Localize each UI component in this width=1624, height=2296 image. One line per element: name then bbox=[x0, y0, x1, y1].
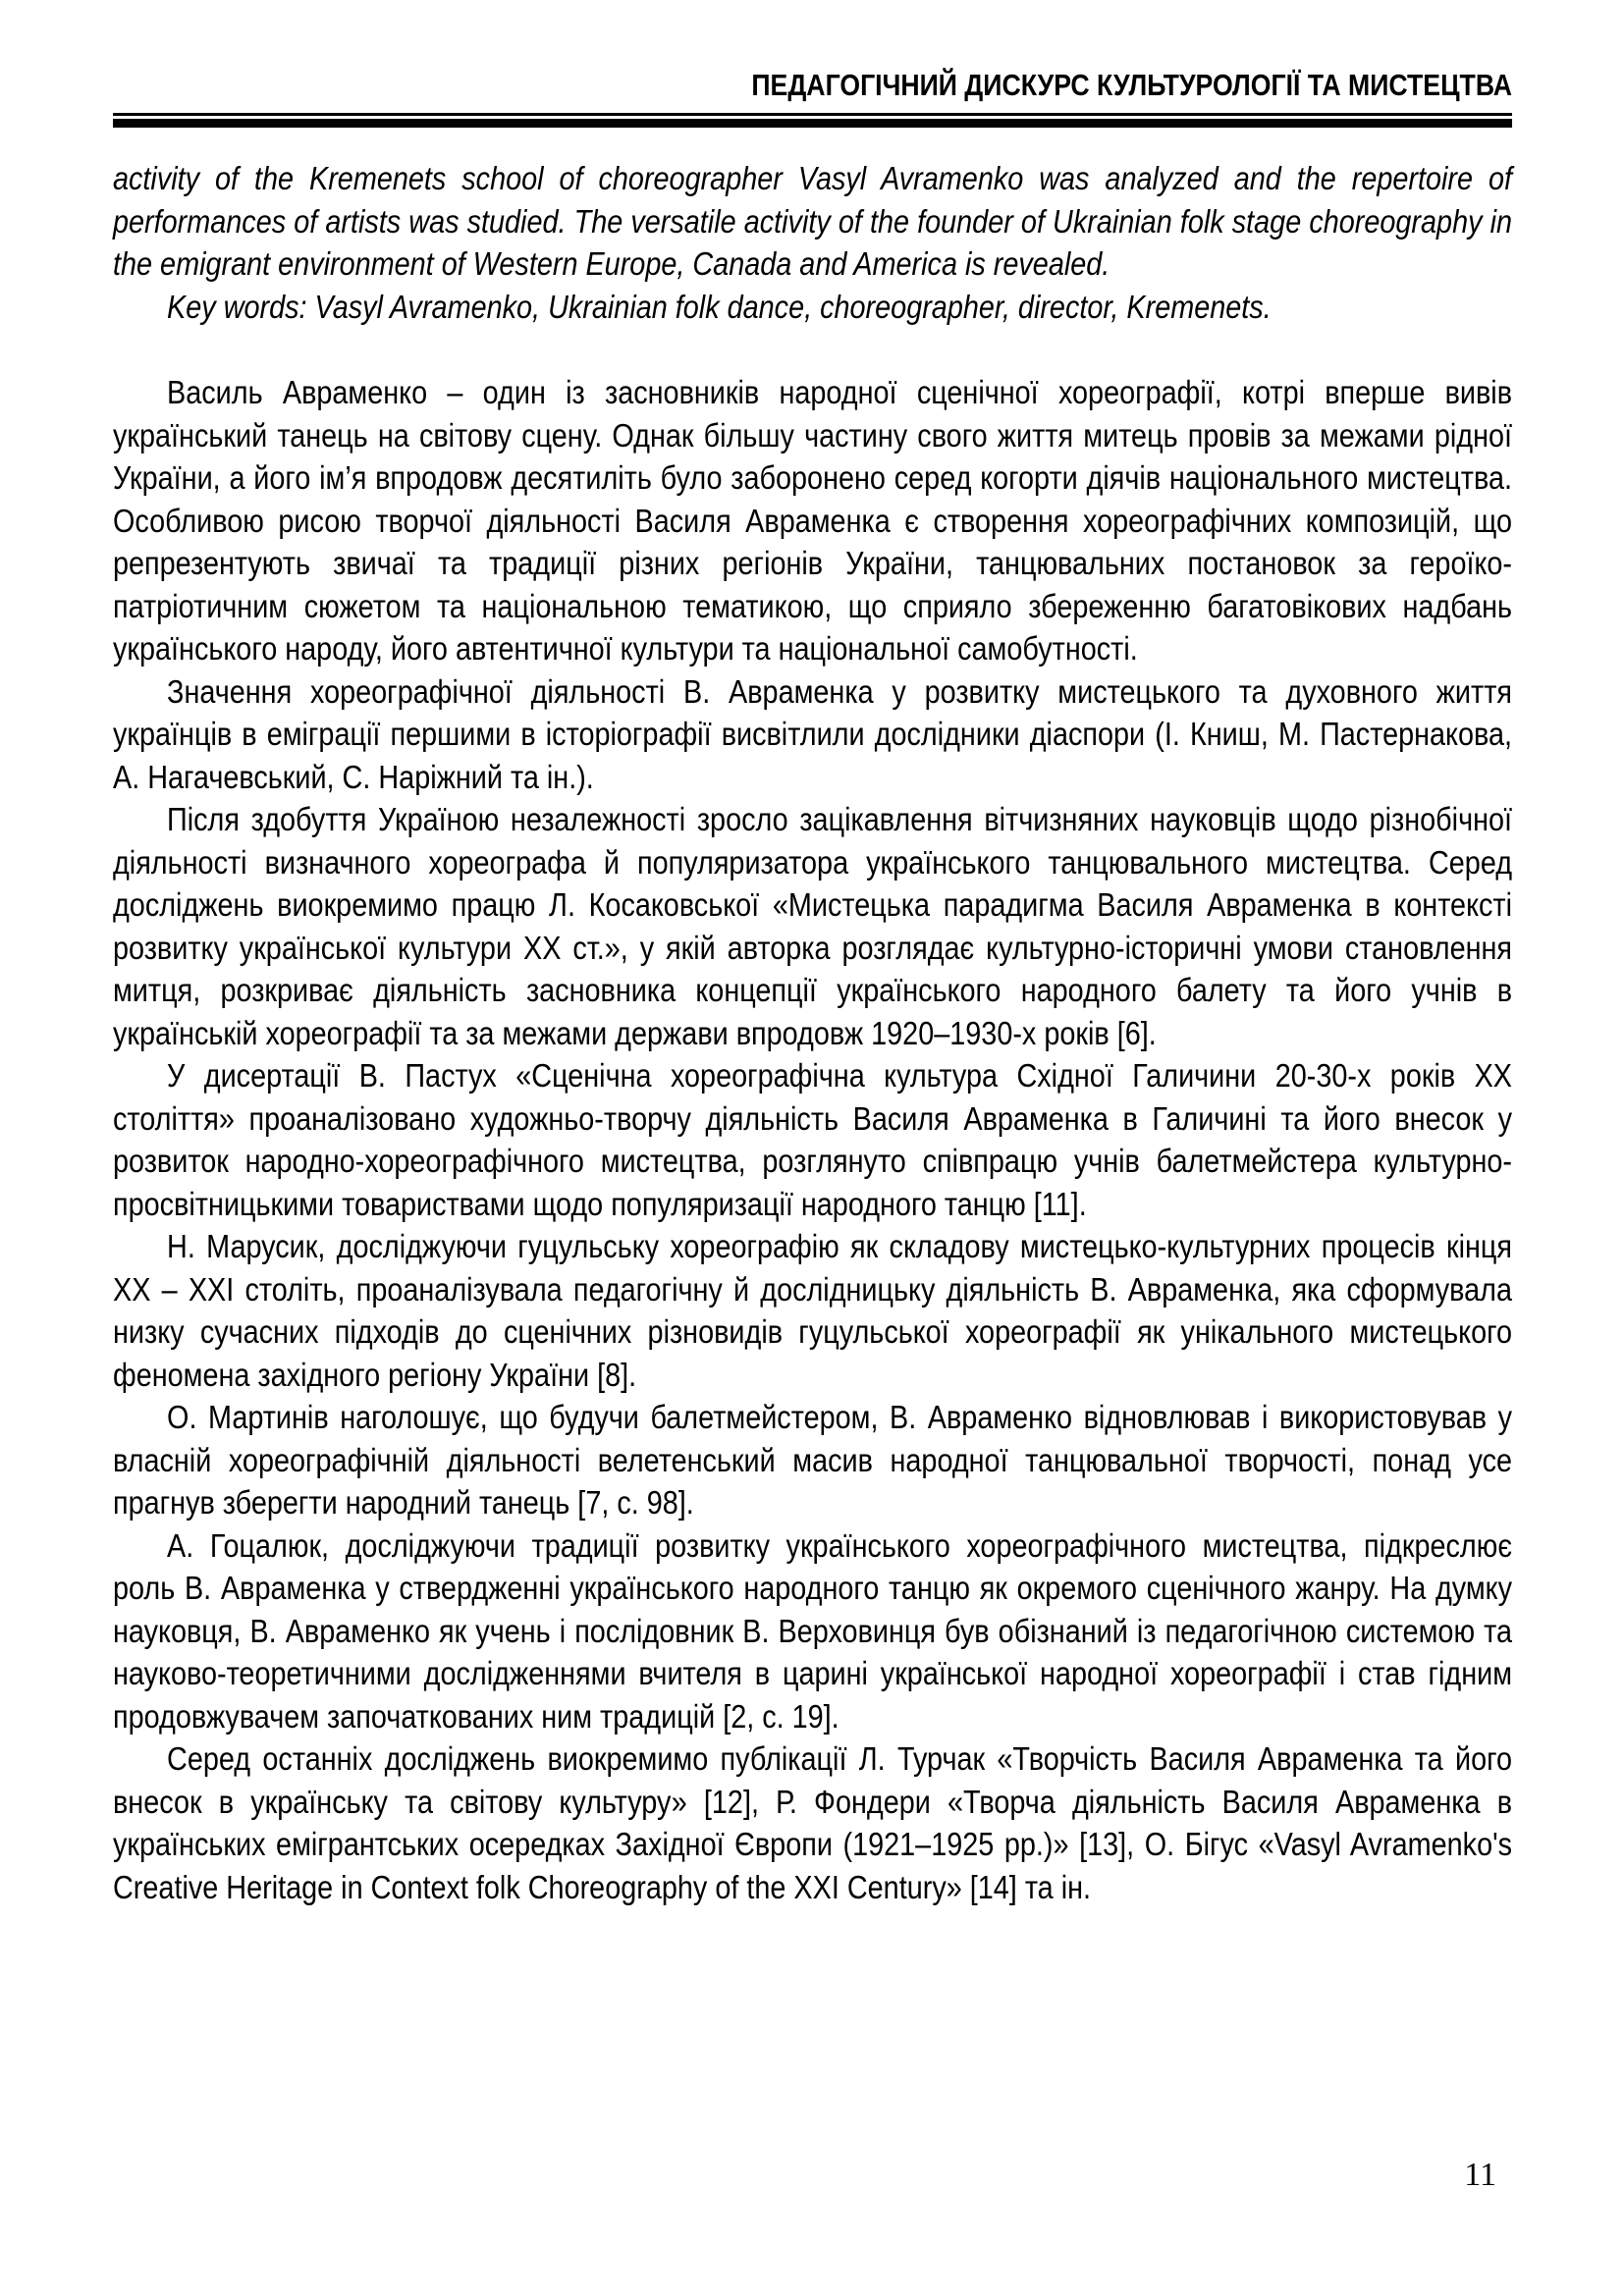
keywords-paragraph bbox=[113, 287, 1512, 330]
body-paragraph-7: А. Гоцалюк, досліджуючи традиції розвитку українського хореографічного мистецтва, підкреслює роль В. Авраменка у ствердженні українського народного танцю як окремого сценічного жанру. На думку науковця, В. Авраменко як учень і послідовник В. Верховинця був обізнаний із педагогічною системою та науково-теоретичними дослідженнями вчителя в царині української народної хореографії і став гідним продовжувачем започаткованих ним традицій [2, с. 19]. bbox=[113, 1527, 1513, 1735]
body-paragraph-1: Василь Авраменко – один із засновників народної сценічної хореографії, котрі вперше вивів український танець на світову сцену. Однак більшу частину свого життя митець провів за межами рідної України, а його ім’я впродовж десятиліть було заборонено серед когорти діячів національного мистецтва. Особливою рисою творчої діяльності Василя Авраменка є створення хореографічних композицій, що репрезентують звичаї та традиції різних регіонів України, танцювальних постановок за героїко-патріотичним сюжетом та національною тематикою, що сприяло збереженню багатовікових надбань українського народу, його автентичної культури та національної самобутності. bbox=[113, 375, 1513, 667]
body-paragraph-8: Серед останніх досліджень виокремимо публікації Л. Турчак «Творчість Василя Авраменка та його внесок в українську та світову культуру» [12], Р. Фондери «Творча діяльність Василя Авраменка в українських емігрантських осередках Західної Європи (1921–1925 рр.)» [13], О. Бігус «Vasyl Avramenko's Creative Heritage in Context folk Choreography of the XXI Century» [14] та ін. bbox=[113, 1741, 1513, 1906]
keywords-label: Key words: bbox=[167, 289, 307, 326]
article-body bbox=[113, 372, 1512, 1909]
body-paragraph-5: Н. Марусик, досліджуючи гуцульську хореографію як складову мистецько-культурних процесів кінця ХХ – ХХІ століть, проаналізувала педагогічну й дослідницьку діяльність В. Авраменка, яка сформувала низку сучасних підходів до сценічних різновидів гуцульської хореографії як унікального мистецького феномена західного регіону України [8]. bbox=[113, 1229, 1513, 1394]
body-paragraph-6: О. Мартинів наголошує, що будучи балетмейстером, В. Авраменко відновлював і використовував у власній хореографічній діяльності велетенський масив народної танцювальної творчості, понад усе прагнув зберегти народний танець [7, с. 98]. bbox=[113, 1400, 1513, 1522]
body-paragraph-2: Значення хореографічної діяльності В. Авраменка у розвитку мистецького та духовного життя українців в еміграції першими в історіографії висвітлили дослідники діаспори (І. Книш, М. Пастернакова, А. Нагачевський, С. Наріжний та ін.). bbox=[113, 673, 1513, 796]
journal-header-title: ПЕДАГОГІЧНИЙ ДИСКУРС КУЛЬТУРОЛОГІЇ ТА МИСТЕЦТВА bbox=[751, 68, 1513, 102]
body-paragraph-4: У дисертації В. Пастух «Сценічна хореографічна культура Східної Галичини 20-30-х років ХХ століття» проаналізовано художньо-творчу діяльність Василя Авраменка в Галичині та його внесок у розвиток народно-хореографічного мистецтва, розглянуто співпрацю учнів балетмейстера культурно-просвітницькими товариствами щодо популяризації народного танцю [11]. bbox=[113, 1058, 1513, 1223]
header-double-rule bbox=[113, 113, 1512, 128]
abstract-continuation-paragraph: activity of the Kremenets school of choreographer Vasyl Avramenko was analyzed and the repertoire of performances of artists was studied. The versatile activity of the founder of Ukrainian folk stage choreography in the emigrant environment of Western Europe, Canada and America is revealed. bbox=[113, 161, 1513, 283]
header-rule-thick-bar bbox=[113, 119, 1512, 128]
keywords-text: Vasyl Avramenko, Ukrainian folk dance, choreographer, director, Kremenets. bbox=[306, 289, 1272, 326]
page-number: 11 bbox=[1464, 2157, 1496, 2193]
page-content bbox=[113, 67, 1512, 1909]
body-paragraph-3: Після здобуття Україною незалежності зросло зацікавлення вітчизняних науковців щодо різнобічної діяльності визначного хореографа й популяризатора українського танцювального мистецтва. Серед досліджень виокремимо працю Л. Косаковської «Мистецька парадигма Василя Авраменка в контексті розвитку української культури ХХ ст.», у якій авторка розглядає культурно-історичні умови становлення митця, розкриває діяльність засновника концепції українського народного балету та його учнів в українській хореографії та за межами держави впродовж 1920–1930-х років [6]. bbox=[113, 802, 1513, 1052]
abstract-block bbox=[113, 158, 1512, 329]
